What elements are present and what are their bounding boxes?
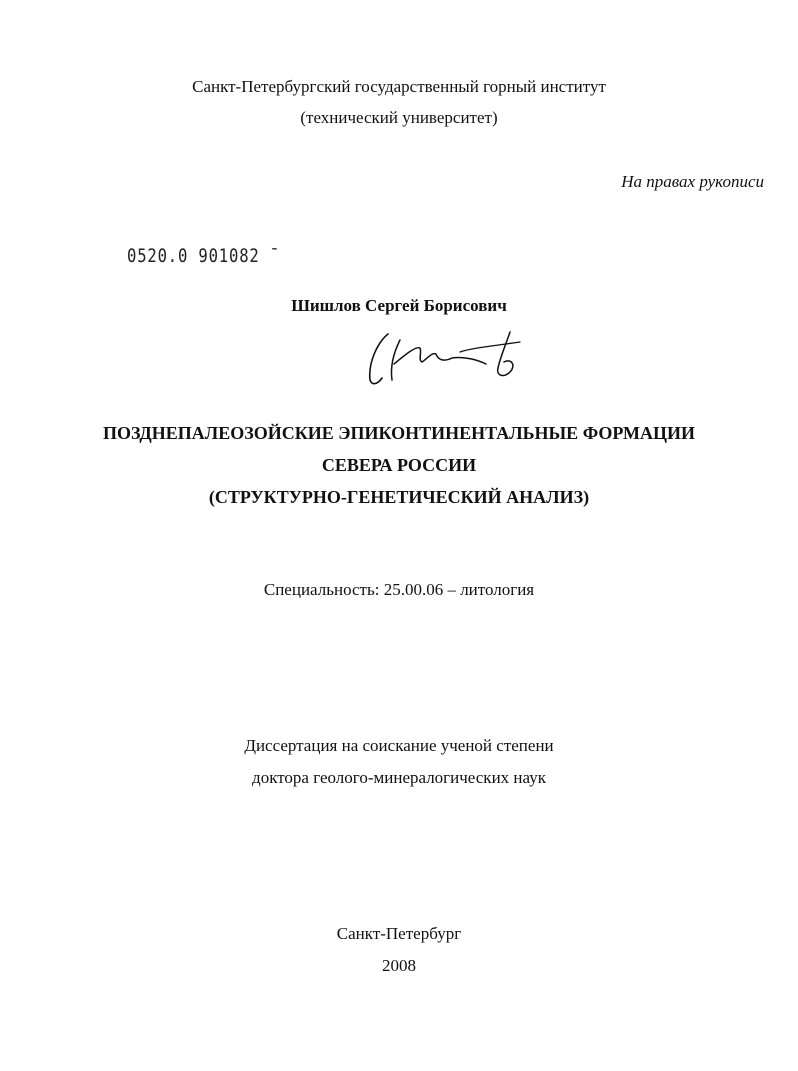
library-stamp-number [127,245,280,267]
author-name: Шишлов Сергей Борисович [291,296,507,315]
city: Санкт-Петербург [336,924,462,943]
specialty: Специальность: 25.00.06 – литология [263,580,535,599]
institution-name: Санкт-Петербургский государственный горный институт [192,77,606,96]
dissertation-title-line1: ПОЗДНЕПАЛЕОЗОЙСКИЕ ЭПИКОНТИНЕНТАЛЬНЫЕ ФОРМАЦИИ [102,423,696,443]
year: 2008 [382,956,416,975]
stamp-mark: ˉ [259,245,281,267]
dissertation-title-line2: СЕВЕРА РОССИИ [321,455,477,475]
degree-line2: доктора геолого-минералогических наук [252,768,546,787]
institution-subtitle: (технический университет) [300,108,498,127]
degree-line1: Диссертация на соискание ученой степени [244,736,554,755]
stamp-number-text: 0520.0 901082 [127,245,260,267]
author-signature [360,328,540,390]
manuscript-note: На правах рукописи [621,172,764,191]
dissertation-title-line3: (СТРУКТУРНО-ГЕНЕТИЧЕСКИЙ АНАЛИЗ) [208,487,590,507]
